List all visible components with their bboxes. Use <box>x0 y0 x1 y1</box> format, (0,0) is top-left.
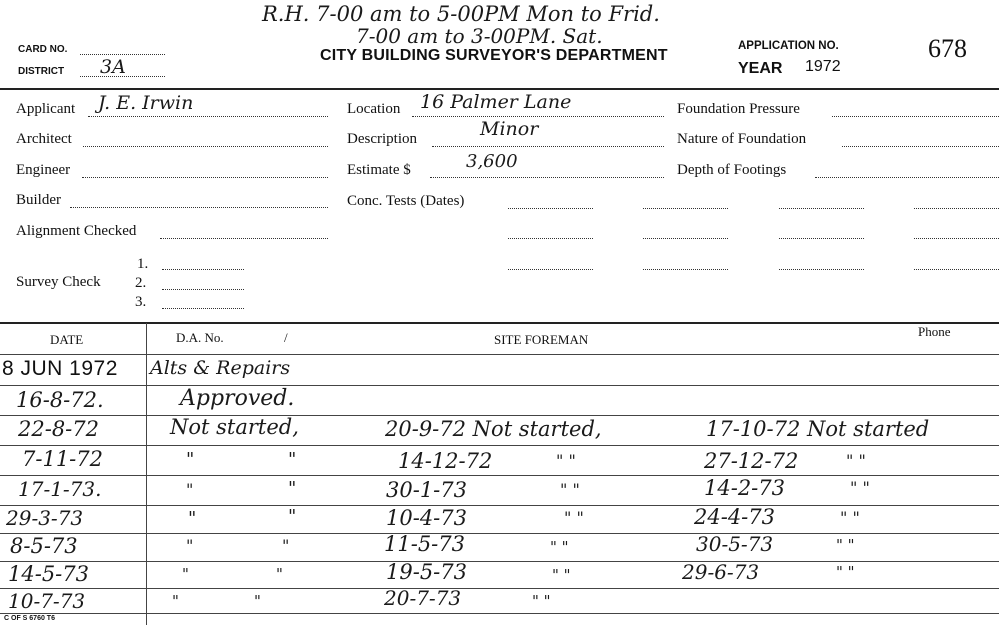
form-code: C OF S 6760 T6 <box>4 615 55 622</box>
description-line <box>432 146 664 147</box>
card-no-line <box>80 54 165 55</box>
survey-item-1: 1. <box>137 256 149 272</box>
conc-test-line-r1-c3 <box>779 208 864 209</box>
row-8-ditto-1: " <box>182 565 189 583</box>
department-title: CITY BUILDING SURVEYOR'S DEPARTMENT <box>320 47 668 64</box>
conc-test-line-r3-c1 <box>508 269 593 270</box>
row-3-status-3: 17-10-72 Not started <box>706 417 930 441</box>
depth-footings-label: Depth of Footings <box>677 162 787 178</box>
row-4-ditto-4: " " <box>846 451 866 470</box>
row-6-ditto-4: " " <box>840 508 860 527</box>
description-value: Minor <box>480 118 539 140</box>
nature-foundation-label: Nature of Foundation <box>677 131 807 147</box>
row-4-date-3: 27-12-72 <box>704 449 799 473</box>
district-line <box>80 76 165 77</box>
row-9-ditto-3: " " <box>532 592 551 610</box>
applicant-value: J. E. Irwin <box>98 92 194 114</box>
table-row-line <box>0 415 999 416</box>
row-9-ditto-2: " <box>254 592 261 610</box>
engineer-line <box>82 177 328 178</box>
date-header: DATE <box>50 332 84 347</box>
table-row-line <box>0 588 999 589</box>
row-4-date-2: 14-12-72 <box>398 449 493 473</box>
alignment-label: Alignment Checked <box>16 223 137 239</box>
row-3-status-1: Not started, <box>170 415 299 439</box>
survey-line-3 <box>162 308 244 309</box>
row-8-ditto-2: " <box>276 565 283 583</box>
applicant-line <box>88 116 328 117</box>
row-5-date: 17-1-73. <box>18 477 102 501</box>
application-no-label: APPLICATION NO. <box>738 40 839 52</box>
row-7-date-2: 11-5-73 <box>384 532 465 556</box>
row-6-date: 29-3-73 <box>6 506 84 530</box>
location-label: Location <box>347 101 401 117</box>
row-1-note: Alts & Repairs <box>150 357 291 379</box>
row-5-ditto-4: " " <box>850 478 870 497</box>
row-6-date-2: 10-4-73 <box>386 506 467 530</box>
row-8-date-2: 19-5-73 <box>386 560 467 584</box>
builder-line <box>70 207 328 208</box>
row-8-date-3: 29-6-73 <box>682 560 760 584</box>
row-9-date: 10-7-73 <box>8 589 86 613</box>
applicant-label: Applicant <box>16 101 76 117</box>
conc-test-line-r3-c3 <box>779 269 864 270</box>
table-row-line <box>0 445 999 446</box>
district-label: DISTRICT <box>18 66 65 77</box>
estimate-line <box>430 177 664 178</box>
row-2-date: 16-8-72. <box>16 388 104 412</box>
row-6-ditto-3: " " <box>564 508 584 527</box>
row-7-ditto-1: " <box>186 536 194 555</box>
row-7-ditto-2: " <box>282 536 290 555</box>
conc-test-line-r1-c1 <box>508 208 593 209</box>
survey-line-1 <box>162 269 244 270</box>
row-5-date-3: 14-2-73 <box>704 476 785 500</box>
row-5-ditto-1: " <box>186 480 194 499</box>
depth-footings-line <box>815 177 999 178</box>
row-2-note: Approved. <box>180 386 295 411</box>
conc-test-line-r3-c4 <box>914 269 999 270</box>
row-3-status-2: 20-9-72 Not started, <box>385 417 602 441</box>
year-value: 1972 <box>805 58 841 75</box>
table-row-line <box>0 505 999 506</box>
survey-item-2: 2. <box>135 275 147 291</box>
year-label: YEAR <box>738 60 783 77</box>
table-row-line <box>0 533 999 534</box>
table-row-line <box>0 385 999 386</box>
table-row-line <box>0 613 999 614</box>
row-6-ditto-2: " <box>288 506 297 527</box>
row-4-ditto-1: " <box>186 449 195 470</box>
district-value: 3A <box>100 56 126 78</box>
architect-label: Architect <box>16 131 72 147</box>
handwritten-hours-line1: R.H. 7-00 am to 5-00PM Mon to Frid. <box>262 2 660 26</box>
row-4-ditto-3: " " <box>556 451 576 470</box>
row-7-date: 8-5-73 <box>10 534 78 558</box>
conc-test-line-r2-c3 <box>779 238 864 239</box>
row-9-date-2: 20-7-73 <box>384 586 462 610</box>
row-5-ditto-2: " <box>288 478 297 499</box>
header-divider <box>0 88 999 90</box>
row-7-ditto-3: " " <box>550 538 569 556</box>
row-6-date-3: 24-4-73 <box>694 505 775 529</box>
conc-tests-label: Conc. Tests (Dates) <box>347 193 465 209</box>
table-row-line <box>0 354 999 355</box>
conc-test-line-r3-c2 <box>643 269 728 270</box>
site-foreman-header: SITE FOREMAN <box>494 332 589 347</box>
nature-foundation-line <box>842 146 999 147</box>
location-line <box>412 116 664 117</box>
row-8-ditto-3: " " <box>552 566 571 584</box>
row-7-ditto-4: " " <box>836 536 855 554</box>
row-7-date-3: 30-5-73 <box>696 532 774 556</box>
conc-test-line-r2-c2 <box>643 238 728 239</box>
builder-label: Builder <box>16 192 61 208</box>
row-9-ditto-1: " <box>172 592 179 610</box>
conc-test-line-r1-c4 <box>914 208 999 209</box>
survey-check-label: Survey Check <box>16 274 101 290</box>
row-5-ditto-3: " " <box>560 480 580 499</box>
conc-test-line-r1-c2 <box>643 208 728 209</box>
row-5-date-2: 30-1-73 <box>386 478 467 502</box>
card-no-label: CARD NO. <box>18 44 68 55</box>
row-4-date: 7-11-72 <box>22 447 103 471</box>
handwritten-hours-line2: 7-00 am to 3-00PM. Sat. <box>356 24 603 48</box>
date-column-divider <box>146 323 147 625</box>
estimate-label: Estimate $ <box>347 162 411 178</box>
da-no-header: D.A. No. <box>176 330 224 345</box>
row-8-date: 14-5-73 <box>8 562 89 586</box>
foundation-pressure-line <box>832 116 999 117</box>
table-row-line <box>0 475 999 476</box>
row-3-date: 22-8-72 <box>18 417 99 441</box>
slash-header: / <box>284 330 288 345</box>
table-top-divider <box>0 322 999 324</box>
description-label: Description <box>347 131 417 147</box>
phone-header: Phone <box>918 324 951 339</box>
location-value: 16 Palmer Lane <box>420 91 572 113</box>
survey-item-3: 3. <box>135 294 147 310</box>
engineer-label: Engineer <box>16 162 71 178</box>
application-no-value: 678 <box>928 34 967 63</box>
estimate-value: 3,600 <box>466 151 518 172</box>
table-row-line <box>0 561 999 562</box>
row-1-date-stamp: 8 JUN 1972 <box>2 357 118 380</box>
survey-line-2 <box>162 289 244 290</box>
row-8-ditto-4: " " <box>836 563 855 581</box>
foundation-pressure-label: Foundation Pressure <box>677 101 800 117</box>
conc-test-line-r2-c1 <box>508 238 593 239</box>
row-4-ditto-2: " <box>288 449 297 470</box>
architect-line <box>83 146 328 147</box>
conc-test-line-r2-c4 <box>914 238 999 239</box>
alignment-line <box>160 238 328 239</box>
row-6-ditto-1: " <box>188 508 197 529</box>
